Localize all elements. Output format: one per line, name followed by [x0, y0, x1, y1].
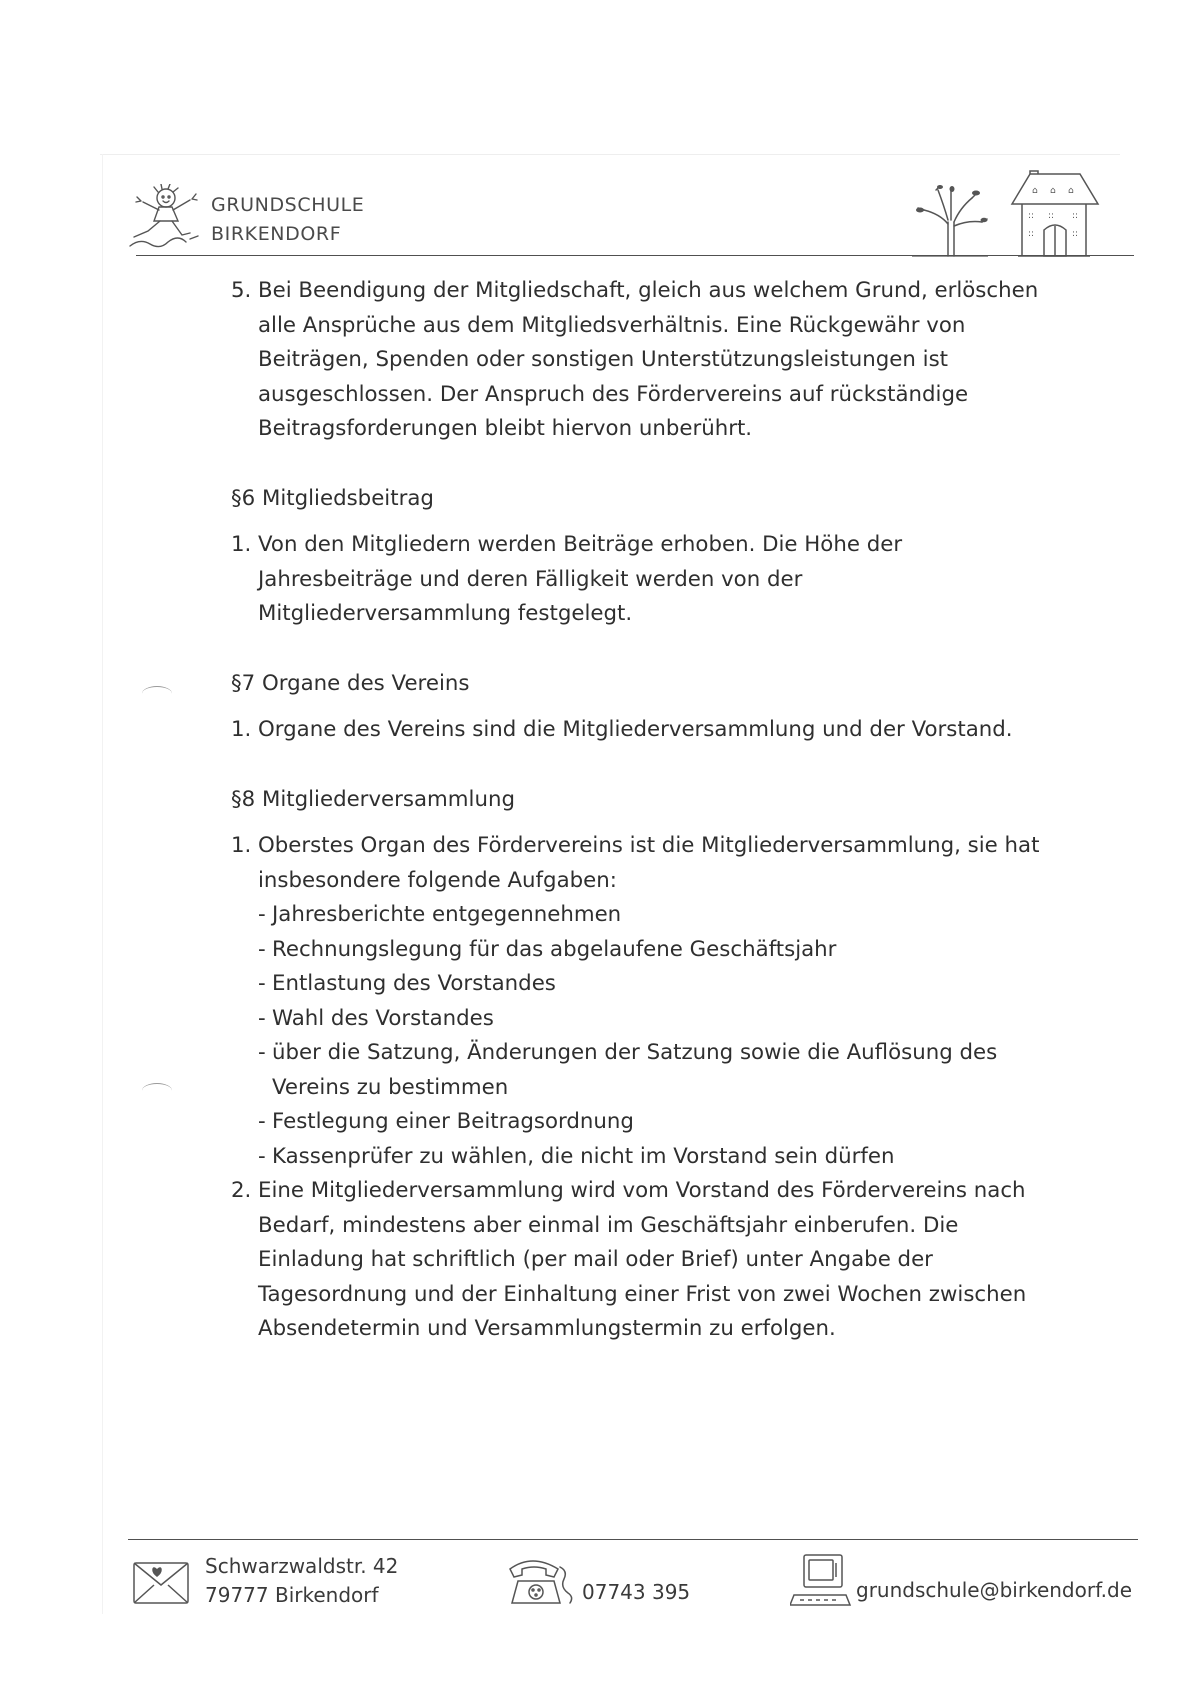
svg-text:::: ::	[1028, 211, 1035, 221]
item-text: Bei Beendigung der Mitgliedschaft, gleich aus welchem Grund, erlöschen alle Ansprüche aus dem Mitgliedsverhältnis. Eine Rückgewähr von Beiträgen, Spenden oder sonstigen Unterstützungsleistungen ist ausgeschlossen. Der Anspruch des Fördervereins auf rückständige Beitragsforderungen bleibt hiervon unberührt.	[258, 278, 1039, 441]
header-divider	[136, 255, 1134, 256]
address-street: Schwarzwaldstr. 42	[205, 1554, 399, 1578]
item-number: 2.	[231, 1178, 252, 1203]
computer-icon	[790, 1551, 852, 1609]
school-name-line1: GRUNDSCHULE	[211, 194, 365, 216]
phone-number: 07743 395	[582, 1580, 691, 1604]
letterhead	[0, 0, 1190, 260]
envelope-icon	[132, 1557, 190, 1607]
item-text: Oberstes Organ des Fördervereins ist die Mitgliederversammlung, sie hat insbesondere folgende Aufgaben:	[258, 833, 1040, 893]
clause-7-item-1	[231, 713, 1051, 748]
item-number: 1.	[231, 833, 252, 858]
section-heading-6: §6 Mitgliedsbeitrag	[231, 485, 434, 511]
scan-edge-left	[102, 154, 103, 1614]
svg-text:::: ::	[1028, 229, 1035, 239]
footer	[0, 1545, 1190, 1625]
svg-text:::: ::	[1072, 229, 1079, 239]
item-text: Von den Mitgliedern werden Beiträge erhoben. Die Höhe der Jahresbeiträge und deren Fälligkeit werden von der Mitgliederversammlung festgelegt.	[258, 532, 903, 626]
punch-hole-mark	[142, 686, 172, 701]
child-jumping-logo-icon	[128, 184, 206, 250]
document-body	[231, 274, 1051, 1347]
svg-text:⌂: ⌂	[1068, 186, 1074, 196]
clause-6-item-1	[231, 528, 1051, 632]
task-item: - Kassenprüfer zu wählen, die nicht im Vorstand sein dürfen	[258, 1140, 1051, 1175]
house-icon	[1008, 170, 1100, 258]
postal-address	[205, 1552, 398, 1610]
footer-divider	[128, 1539, 1138, 1540]
item-text: Organe des Vereins sind die Mitgliederversammlung und der Vorstand.	[258, 717, 1013, 742]
task-item: - Rechnungslegung für das abgelaufene Geschäftsjahr	[258, 933, 1051, 968]
telephone-icon	[506, 1555, 574, 1609]
clause-8-item-1	[231, 829, 1051, 1174]
svg-text:::: ::	[1048, 211, 1055, 221]
address-city: 79777 Birkendorf	[205, 1583, 379, 1607]
punch-hole-mark	[142, 1083, 172, 1098]
school-name-line2: BIRKENDORF	[211, 223, 342, 245]
task-list	[258, 898, 1051, 1174]
clause-8-item-2	[231, 1174, 1051, 1347]
svg-text:⌂: ⌂	[1032, 186, 1038, 196]
svg-text:⌂: ⌂	[1050, 186, 1056, 196]
task-item: - Festlegung einer Beitragsordnung	[258, 1105, 1051, 1140]
svg-text:::: ::	[1072, 211, 1079, 221]
task-item: - über die Satzung, Änderungen der Satzung sowie die Auflösung des Vereins zu bestimmen	[258, 1036, 1051, 1105]
task-item: - Entlastung des Vorstandes	[258, 967, 1051, 1002]
clause-5-1-item-5	[231, 274, 1051, 447]
item-number: 5.	[231, 278, 252, 303]
item-text: Eine Mitgliederversammlung wird vom Vorstand des Fördervereins nach Bedarf, mindestens aber einmal im Geschäftsjahr einberufen. Die Einladung hat schriftlich (per mail oder Brief) unter Angabe der Tagesordnung und der Einhaltung einer Frist von zwei Wochen zwischen Absendetermin und Versammlungstermin zu erfolgen.	[258, 1178, 1027, 1341]
section-heading-8: §8 Mitgliederversammlung	[231, 786, 515, 812]
item-number: 1.	[231, 717, 252, 742]
section-heading-7: §7 Organe des Vereins	[231, 670, 470, 696]
task-item: - Jahresberichte entgegennehmen	[258, 898, 1051, 933]
school-name	[211, 191, 364, 249]
email-address: grundschule@birkendorf.de	[856, 1578, 1133, 1602]
item-number: 1.	[231, 532, 252, 557]
tree-icon	[910, 180, 990, 258]
task-item: - Wahl des Vorstandes	[258, 1002, 1051, 1037]
